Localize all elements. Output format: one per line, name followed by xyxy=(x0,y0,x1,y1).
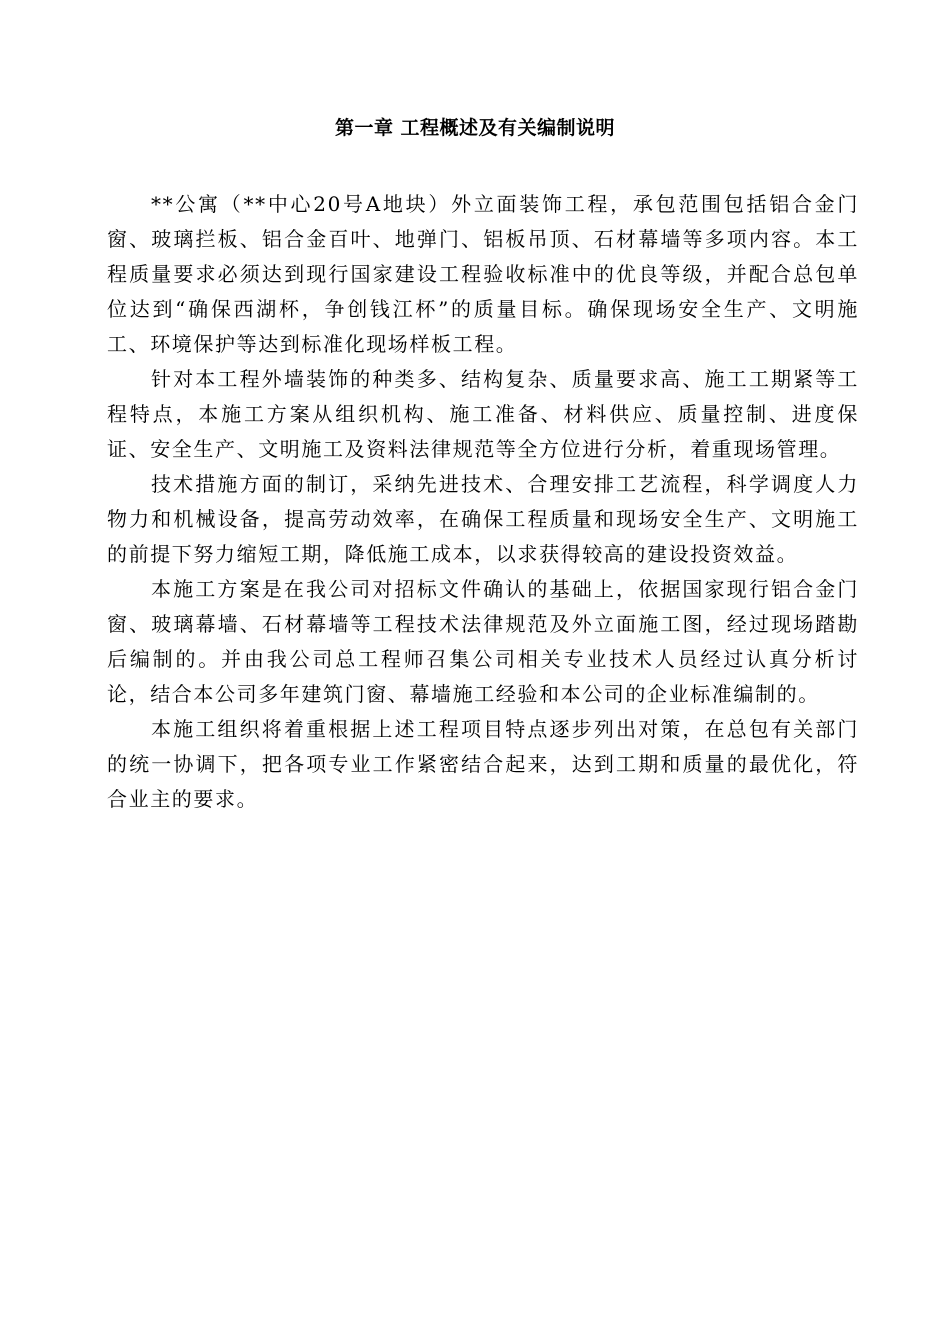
paragraph-organization-goal: 本施工组织将着重根据上述工程项目特点逐步列出对策，在总包有关部门的统一协调下，把各项专业工作紧密结合起来，达到工期和质量的最优化，符合业主的要求。 xyxy=(107,717,859,811)
paragraph-project-features: 针对本工程外墙装饰的种类多、结构复杂、质量要求高、施工工期紧等工程特点，本施工方案从组织机构、施工准备、材料供应、质量控制、进度保证、安全生产、文明施工及资料法律规范等全方位进行分析，着重现场管理。 xyxy=(107,367,859,461)
paragraph-technical-measures: 技术措施方面的制订，采纳先进技术、合理安排工艺流程，科学调度人力物力和机械设备，提高劳动效率，在确保工程质量和现场安全生产、文明施工的前提下努力缩短工期，降低施工成本，以求获得较高的建设投资效益。 xyxy=(107,472,859,566)
paragraph-plan-basis: 本施工方案是在我公司对招标文件确认的基础上，依据国家现行铝合金门窗、玻璃幕墙、石材幕墙等工程技术法律规范及外立面施工图，经过现场踏勘后编制的。并由我公司总工程师召集公司相关专业技术人员经过认真分析讨论，结合本公司多年建筑门窗、幕墙施工经验和本公司的企业标准编制的。 xyxy=(107,577,859,706)
chapter-title: 第一章 工程概述及有关编制说明 xyxy=(334,117,616,139)
paragraph-project-scope: **公寓（**中心20号A地块）外立面装饰工程，承包范围包括铝合金门窗、玻璃拦板、铝合金百叶、地弹门、铝板吊顶、石材幕墙等多项内容。本工程质量要求必须达到现行国家建设工程验收标准中的优良等级，并配合总包单位达到“确保西湖杯，争创钱江杯”的质量目标。确保现场安全生产、文明施工、环境保护等达到标准化现场样板工程。 xyxy=(107,192,859,356)
body-text xyxy=(107,187,859,817)
